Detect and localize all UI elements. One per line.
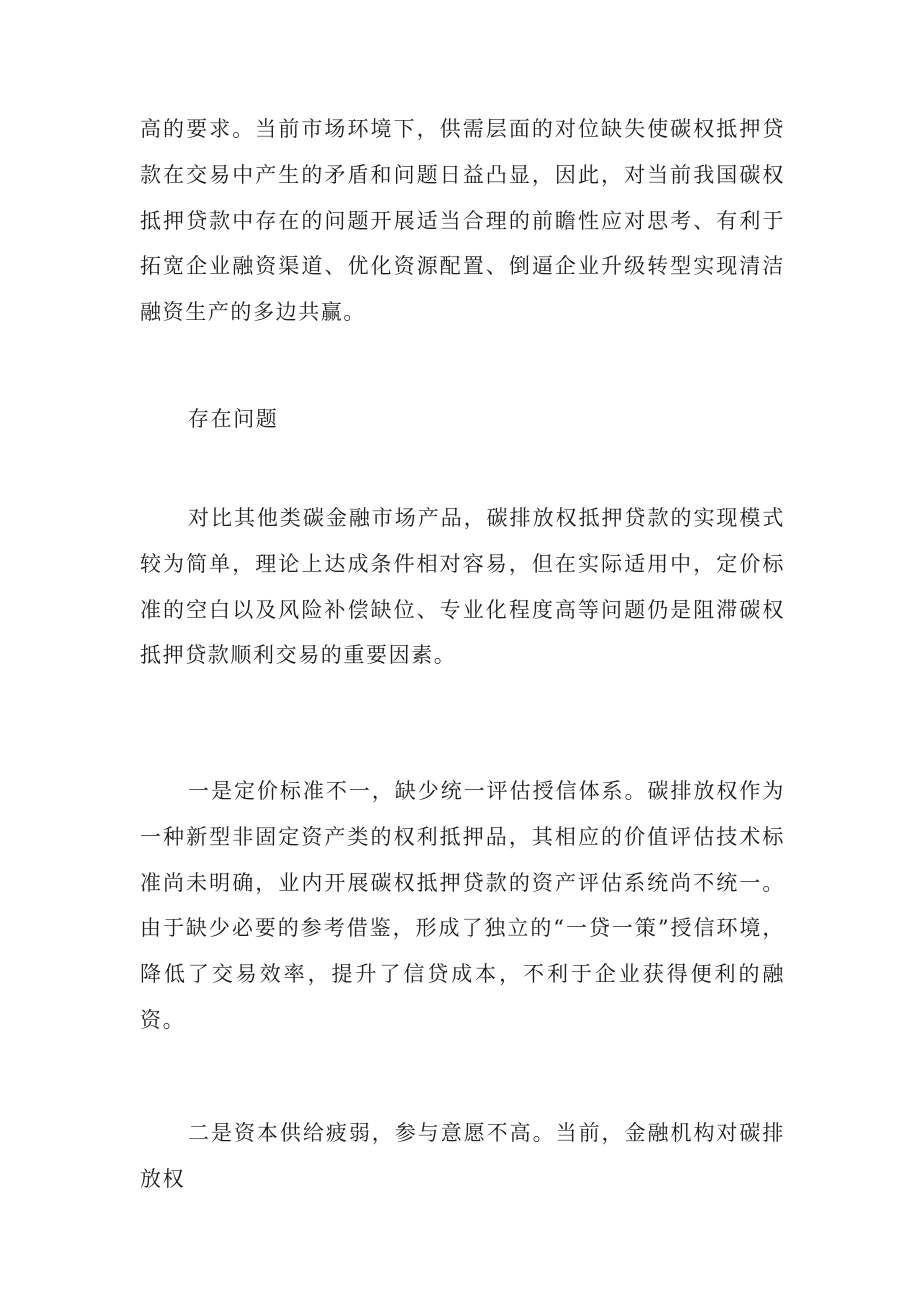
paragraph-intro-continuation: 高的要求。当前市场环境下，供需层面的对位缺失使碳权抵押贷款在交易中产生的矛盾和问题日益凸显，因此，对当前我国碳权抵押贷款中存在的问题开展适当合理的前瞻性应对思考、有利于拓宽企业融资渠道、优化资源配置、倒逼企业升级转型实现清洁融资生产的多边共赢。	[140, 117, 785, 325]
paragraph-problems-overview: 对比其他类碳金融市场产品，碳排放权抵押贷款的实现模式较为简单，理论上达成条件相对容易，但在实际适用中，定价标准的空白以及风险补偿缺位、专业化程度高等问题仍是阻滞碳权抵押贷款顺利交易的重要因素。	[140, 506, 785, 668]
section-heading-existing-problems: 存在问题	[188, 407, 279, 431]
paragraph-problem-one: 一是定价标准不一，缺少统一评估授信体系。碳排放权作为一种新型非固定资产类的权利抵押品，其相应的价值评估技术标准尚未明确，业内开展碳权抵押贷款的资产评估系统尚不统一。由于缺少必要的参考借鉴，形成了独立的“一贷一策”授信环境，降低了交易效率，提升了信贷成本，不利于企业获得便利的融资。	[140, 779, 785, 1032]
paragraph-problem-two: 二是资本供给疲弱，参与意愿不高。当前，金融机构对碳排放权	[140, 1121, 785, 1191]
